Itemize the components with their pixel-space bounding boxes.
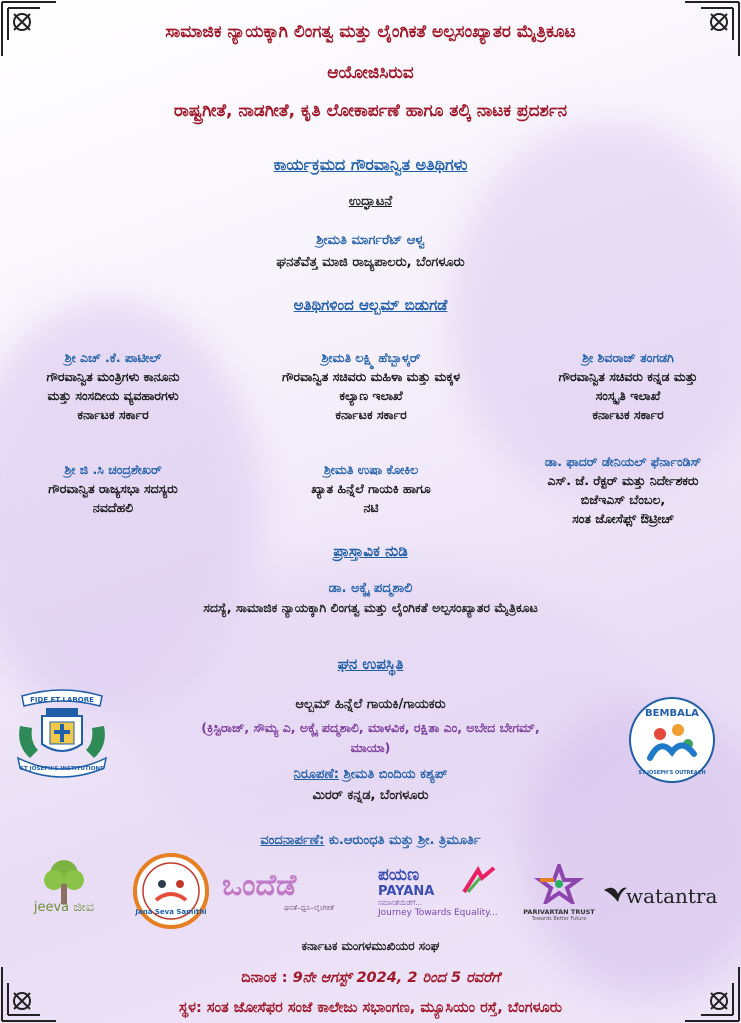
guest-name: ಡಾ. ಫಾದರ್ ಡೇನಿಯಲ್ ಫೆರ್ನಾಂಡಿಸ್ bbox=[544, 454, 702, 469]
ondede-sub: ಘನತೆ–ಧ್ವನಿ–ಲೈಂಗಿಕತೆ bbox=[284, 904, 334, 912]
guest-role-line: ಗೌರವಾನ್ವಿತ ಮಂತ್ರಿಗಳು ಕಾನೂನು bbox=[46, 369, 180, 384]
parivartan-sub: Towards Better Future bbox=[531, 916, 587, 922]
preface-name: ಡಾ. ಅಕ್ಕೈ ಪದ್ಮಶಾಲಿ bbox=[328, 581, 413, 596]
ondede-logo bbox=[222, 868, 372, 924]
guest-role-line: ಸಂತ ಜೋಸೆಫ್ಸ್ ಔಟ್ರೀಚ್ bbox=[572, 511, 674, 526]
guest-role-line: ಎಸ್. ಜೆ. ರೆಕ್ಟರ್ ಮತ್ತು ನಿರ್ದೇಶಕರು bbox=[547, 473, 699, 488]
payana-logo bbox=[378, 866, 518, 924]
guest-role-line: ಕರ್ನಾಟಕ ಸರ್ಕಾರ bbox=[592, 407, 664, 422]
guest-card bbox=[505, 452, 741, 528]
inauguration-label: ಉದ್ಘಾಟನೆ bbox=[348, 194, 393, 209]
venue-label: ಸ್ಥಳ: bbox=[179, 1000, 202, 1016]
guest-role-line: ಬಿಜೆಇಎಸ್ ಬೆಂಬಲ, bbox=[580, 492, 666, 507]
header-line-2: ಆಯೋಜಿಸಿರುವ bbox=[327, 63, 414, 83]
bembala-sub: ST JOSEPH'S OUTREACH bbox=[638, 770, 706, 776]
header-line-1: ಸಾಮಾಜಿಕ ನ್ಯಾಯಕ್ಕಾಗಿ ಲಿಂಗತ್ವ ಮತ್ತು ಲೈಂಗಿಕತೆ ಅಲ್ಪಸಂಖ್ಯಾತರ ಮೈತ್ರಿಕೂಟ bbox=[165, 22, 576, 42]
bembala-logo bbox=[626, 694, 718, 786]
thanks-label: ವಂದನಾರ್ಪಣೆ: bbox=[260, 833, 325, 848]
presence-line-3: ಮಾಯಾ) bbox=[350, 740, 391, 755]
payana-en: PAYANA bbox=[378, 884, 435, 899]
venue-line bbox=[0, 1000, 741, 1016]
guest-role-line: ಖ್ಯಾತ ಹಿನ್ನೆಲೆ ಗಾಯಕಿ ಹಾಗೂ bbox=[311, 481, 431, 496]
payana-kn: ಪಯಣ bbox=[378, 865, 420, 885]
venue-text: ಸಂತ ಜೋಸೆಫರ ಸಂಜೆ ಕಾಲೇಜು ಸಭಾಂಗಣ, ಮ್ಯೂಸಿಯಂ ರಸ್ತೆ, ಬೆಂಗಳೂರು bbox=[206, 1000, 562, 1016]
preface-role: ಸದಸ್ಯೆ, ಸಾಮಾಜಿಕ ನ್ಯಾಯಕ್ಕಾಗಿ ಲಿಂಗತ್ವ ಮತ್ತು ಲೈಂಗಿಕತೆ ಅಲ್ಪಸಂಖ್ಯಾತರ ಮೈತ್ರಿಕೂಟ bbox=[203, 600, 538, 615]
swatantra-name: watantra bbox=[626, 884, 718, 908]
guest-name: ಶ್ರೀ ಎಚ್ .ಕೆ. ಪಾಟೀಲ್ bbox=[64, 350, 162, 365]
parivartan-trust-logo bbox=[522, 864, 596, 930]
guest-role-line: ಸಂಸ್ಕೃತಿ ಇಲಾಖೆ bbox=[595, 388, 661, 403]
guest-card bbox=[236, 348, 506, 424]
anchor-org: ಮಿರರ್ ಕನ್ನಡ, ಬೆಂಗಳೂರು bbox=[312, 788, 429, 803]
jeeva-logo bbox=[16, 856, 112, 922]
jeeva-kn: ಜೀವ bbox=[73, 900, 95, 915]
guest-role-line: ಮತ್ತು ಸಂಸದೀಯ ವ್ಯವಹಾರಗಳು bbox=[47, 388, 179, 403]
guest-name: ಶ್ರೀ ಶಿವರಾಜ್ ತಂಗಡಗಿ bbox=[582, 350, 674, 365]
swatantra-logo bbox=[602, 880, 732, 916]
date-label: ದಿನಾಂಕ : bbox=[241, 970, 288, 986]
payana-arrow-icon bbox=[462, 866, 496, 894]
preface-heading: ಪ್ರಾಸ್ತಾವಿಕ ನುಡಿ bbox=[333, 542, 408, 560]
jana-seva-samithi-logo bbox=[132, 852, 210, 930]
anchor-label: ನಿರೂಪಣೆ: bbox=[293, 767, 339, 782]
presence-line-2: (ಕ್ರಿಸ್ಟಿರಾಜ್, ಸೌಮ್ಯ ಎ, ಅಕ್ಕೈ ಪದ್ಮಶಾಲಿ, ಮಾಳವಿಕ, ರಕ್ಷಿತಾ ಎಂ, ಅಬೇದ ಬೇಗಮ್, bbox=[201, 720, 540, 735]
presence-heading: ಘನ ಉಪಸ್ಥಿತಿ bbox=[337, 655, 404, 673]
parivartan-name: PARIVARTAN TRUST bbox=[523, 908, 595, 916]
guest-role-line: ಕಲ್ಯಾಣ ಇಲಾಖೆ bbox=[339, 388, 403, 403]
guest-role-line: ಗೌರವಾನ್ವಿತ ಸಚಿವರು ಮಹಿಳಾ ಮತ್ತು ಮಕ್ಕಳ bbox=[281, 369, 461, 384]
guest-role-line: ಕರ್ನಾಟಕ ಸರ್ಕಾರ bbox=[335, 407, 407, 422]
guest-name: ಶ್ರೀಮತಿ ಲಕ್ಷ್ಮಿ ಹೆಬ್ಬಾಳ್ಕರ್ bbox=[321, 350, 421, 365]
album-heading: ಅತಿಥಿಗಳಿಂದ ಆಲ್ಬಮ್ ಬಿಡುಗಡೆ bbox=[293, 296, 448, 314]
guest-role-line: ನಟಿ bbox=[363, 500, 379, 515]
guests-heading: ಕಾರ್ಯಕ್ರಮದ ಗೌರವಾನ್ವಿತ ಅತಿಥಿಗಳು bbox=[273, 155, 468, 174]
inauguration-role: ಘನತೆವೆತ್ತ ಮಾಜಿ ರಾಜ್ಯಪಾಲರು, ಬೆಂಗಳೂರು bbox=[276, 255, 465, 270]
payana-tag-kn: ಸಮಾನತೆಯೆಡೆಗೆ... bbox=[378, 899, 422, 907]
presence-line-1: ಆಲ್ಬಮ್ ಹಿನ್ನೆಲೆ ಗಾಯಕಿ/ಗಾಯಕರು bbox=[295, 697, 446, 712]
guest-role-line: ಗೌರವಾನ್ವಿತ ಸಚಿವರು ಕನ್ನಡ ಮತ್ತು bbox=[558, 369, 698, 384]
thanks-text: ಕು.ಆರುಂಧತಿ ಮತ್ತು ಶ್ರೀ. ತ್ರಿಮೂರ್ತಿ bbox=[328, 833, 481, 848]
sj-motto: FIDE ET LABORE bbox=[30, 696, 94, 704]
payana-tag-en: Journey Towards Equality... bbox=[378, 908, 498, 918]
guest-card bbox=[518, 348, 738, 424]
jeeva-en: jeeva bbox=[33, 900, 70, 915]
date-text: 9ನೇ ಆಗಸ್ಟ್ 2024, 2 ರಿಂದ 5 ರವರೆಗೆ bbox=[292, 970, 500, 986]
guest-card bbox=[2, 348, 224, 424]
guest-role-line: ಕರ್ನಾಟಕ ಸರ್ಕಾರ bbox=[77, 407, 149, 422]
bembala-name: BEMBALA bbox=[645, 708, 699, 719]
guest-card bbox=[2, 460, 224, 517]
date-line bbox=[0, 970, 741, 986]
sj-name: ST JOSEPH'S INSTITUTIONS bbox=[20, 766, 104, 772]
thanks-line bbox=[0, 833, 741, 848]
guest-role-line: ನವದೆಹಲಿ bbox=[92, 500, 134, 515]
ondede-title: ಒಂದೆಡೆ bbox=[222, 868, 297, 903]
inauguration-name: ಶ್ರೀಮತಿ ಮಾರ್ಗರೆಟ್ ಆಳ್ವ bbox=[316, 233, 425, 248]
guest-name: ಶ್ರೀ ಜಿ .ಸಿ ಚಂದ್ರಶೇಖರ್ bbox=[64, 462, 162, 477]
federation-name: ಕರ್ನಾಟಕ ಮಂಗಳಮುಖಿಯರ ಸಂಘ bbox=[301, 939, 440, 953]
guest-name: ಶ್ರೀಮತಿ ಉಷಾ ಕೋಕಿಲ bbox=[323, 462, 419, 477]
header-line-3: ರಾಷ್ಟ್ರಗೀತೆ, ನಾಡಗೀತೆ, ಕೃತಿ ಲೋಕಾರ್ಪಣೆ ಹಾಗೂ ತಲ್ಕಿ ನಾಟಕ ಪ್ರದರ್ಶನ bbox=[173, 101, 568, 121]
bird-icon bbox=[602, 882, 628, 908]
guest-role-line: ಗೌರವಾನ್ವಿತ ರಾಜ್ಯಸಭಾ ಸದಸ್ಯರು bbox=[48, 481, 178, 496]
jana-seva-name: Jana Seva Samithi bbox=[135, 908, 207, 916]
anchor-name: ಶ್ರೀಮತಿ ಬಿಂದಿಯ ಕಶ್ಯಪ್ bbox=[343, 767, 448, 782]
st-josephs-institutions-logo bbox=[12, 686, 112, 778]
guest-card bbox=[236, 460, 506, 517]
